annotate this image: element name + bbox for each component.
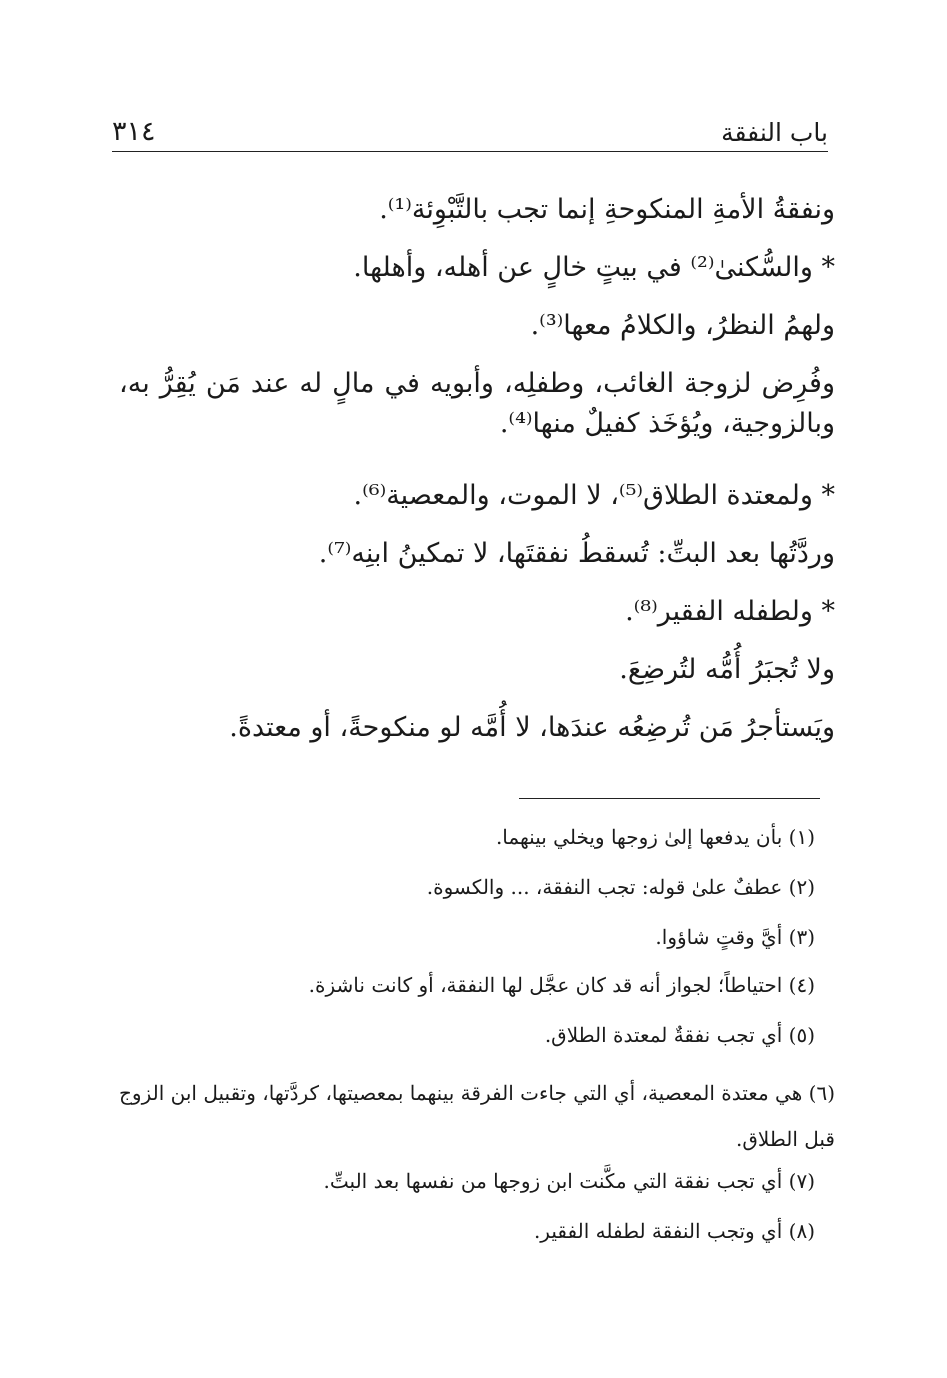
page-header bbox=[112, 108, 828, 152]
text-line: * ولطفله الفقير⁽⁸⁾. bbox=[625, 596, 835, 627]
text-line: ونفقةُ الأمةِ المنكوحةِ إنما تجب بالتَّبْوِئة⁽¹⁾. bbox=[379, 194, 835, 225]
footnote: (٢) عطفٌ علىٰ قوله: تجب النفقة، ... والكسوة. bbox=[426, 875, 815, 899]
footnote: (٨) أي وتجب النفقة لطفله الفقير. bbox=[533, 1219, 815, 1243]
chapter-title: باب النفقة bbox=[721, 118, 828, 147]
footnote: (١) بأن يدفعها إلىٰ زوجها ويخلي بينهما. bbox=[495, 825, 815, 849]
footnote: (٧) أي تجب نفقة التي مكَّنت ابن زوجها من نفسها بعد البتِّ. bbox=[323, 1169, 815, 1193]
text-line: ولهمُ النظرُ، والكلامُ معها⁽³⁾. bbox=[530, 310, 835, 341]
footnote: (٦) هي معتدة المعصية، أي التي جاءت الفرقة بينهما بمعصيتها، كردَّتها، وتقبيل ابن الزوج قبل الطلاق. bbox=[119, 1081, 835, 1151]
text-line: ولا تُجبَرُ أُمُّه لتُرضِعَ. bbox=[619, 654, 835, 685]
text-paragraph: وفُرِض لزوجة الغائب، وطفلِه، وأبويه في مالٍ له عند مَن يُقِرُّ به، وبالزوجية، ويُؤخَذ كفيلٌ منها⁽⁴⁾. bbox=[119, 368, 835, 439]
page-number: ٣١٤ bbox=[112, 116, 156, 147]
footnote: (٥) أي تجب نفقةٌ لمعتدة الطلاق. bbox=[544, 1023, 815, 1047]
footnote: (٤) احتياطاً؛ لجواز أنه قد كان عجَّل لها النفقة، أو كانت ناشزة. bbox=[308, 973, 815, 997]
text-line: * والسُّكنىٰ⁽²⁾ في بيتٍ خالٍ عن أهله، وأهلها. bbox=[353, 252, 835, 283]
text-line: ويَستأجرُ مَن تُرضِعُه عندَها، لا أُمَّه لو منكوحةً، أو معتدةً. bbox=[229, 712, 835, 743]
footnote-separator bbox=[519, 798, 820, 799]
text-line: وردَّتُها بعد البتِّ: تُسقطُ نفقتَها، لا تمكينُ ابنِه⁽⁷⁾. bbox=[318, 538, 835, 569]
footnote: (٣) أيَّ وقتٍ شاؤوا. bbox=[655, 925, 815, 949]
text-line: * ولمعتدة الطلاق⁽⁵⁾، لا الموت، والمعصية⁽⁶⁾. bbox=[353, 480, 835, 511]
